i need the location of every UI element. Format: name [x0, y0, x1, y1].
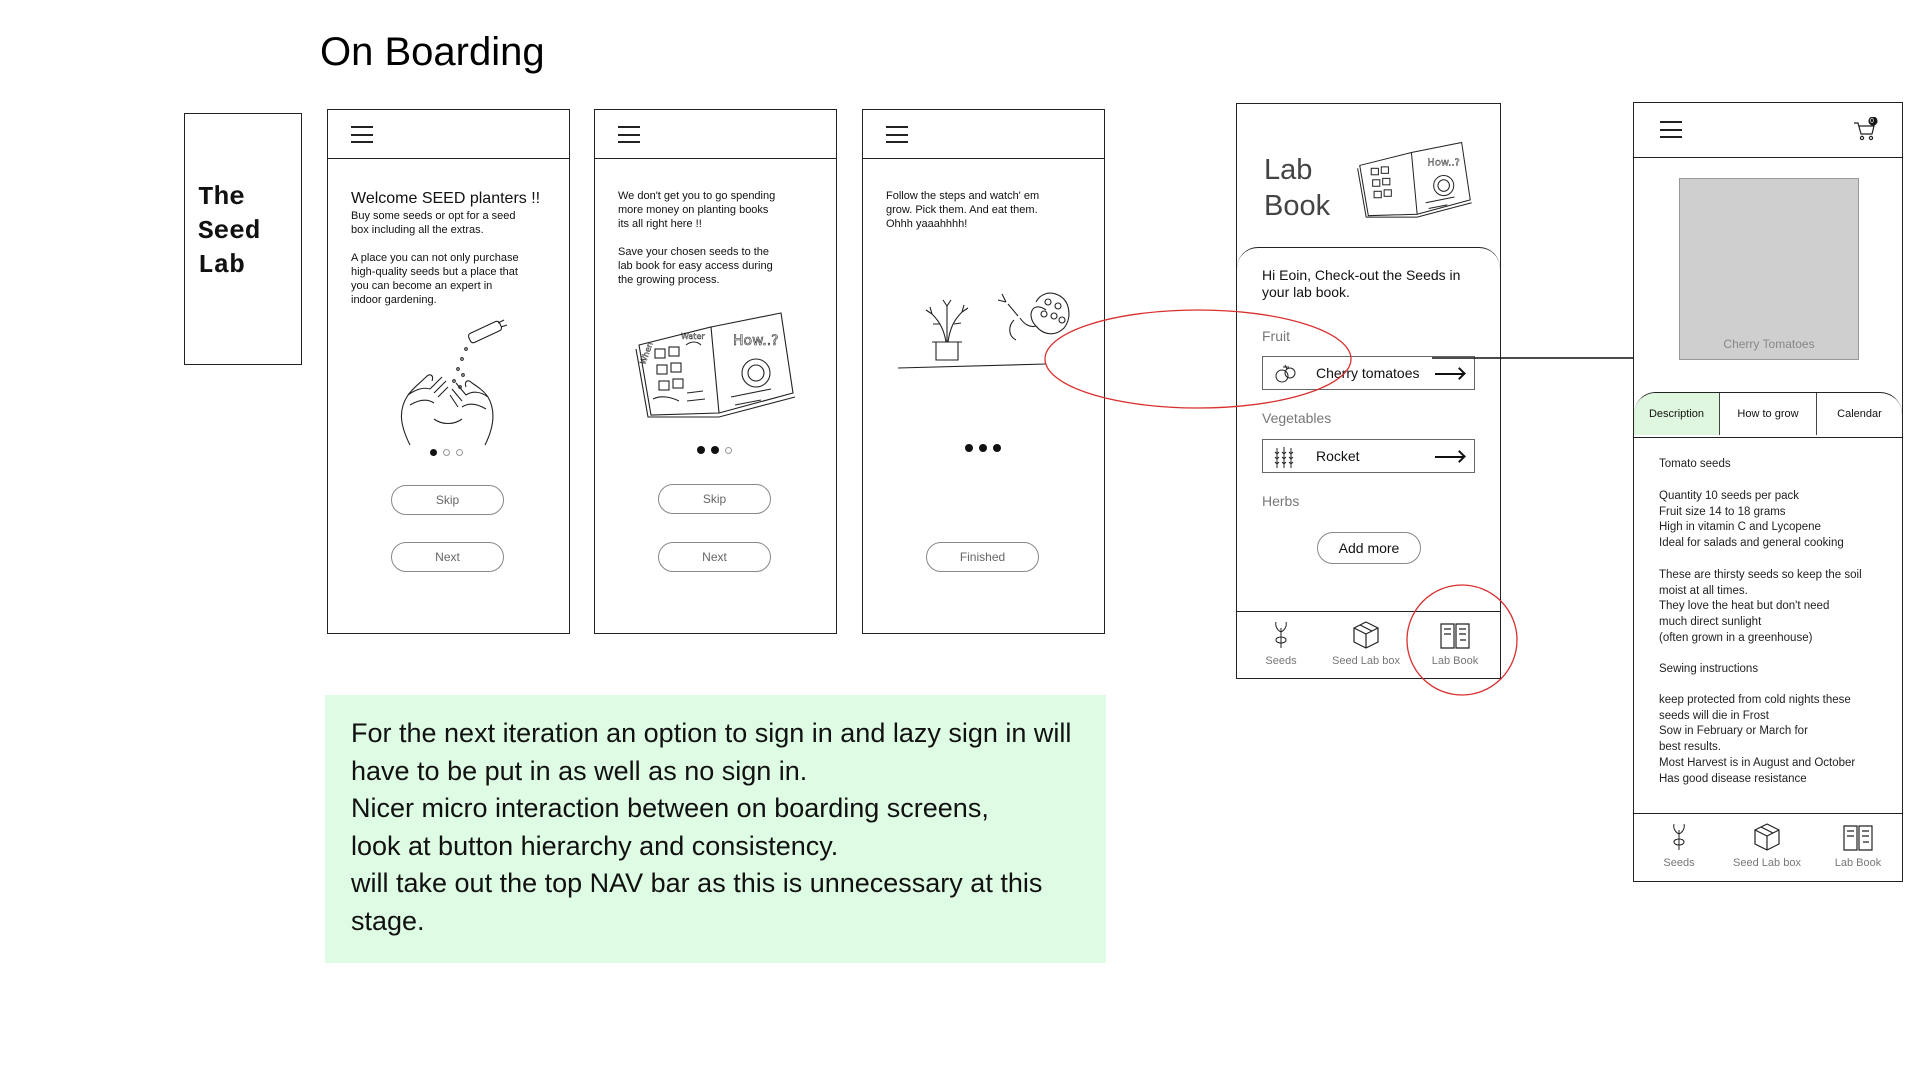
top-nav-bar: [863, 110, 1104, 159]
vegetables-category-label: Vegetables: [1262, 410, 1332, 426]
top-nav-bar: [1634, 103, 1902, 158]
hamburger-menu-icon[interactable]: [886, 126, 908, 143]
tab-calendar[interactable]: Calendar: [1837, 408, 1882, 420]
open-book-illustration-icon: [631, 305, 801, 420]
skip-button[interactable]: Skip: [658, 484, 771, 514]
book-icon: [1438, 620, 1472, 650]
svg-text:How..?: How..?: [733, 333, 779, 349]
nav-seed-lab-box[interactable]: [1727, 822, 1807, 869]
logo-line-1: The: [198, 182, 245, 212]
nav-seeds-label: Seeds: [1265, 655, 1297, 667]
shopping-cart-icon[interactable]: [1852, 117, 1878, 141]
nav-seeds-label: Seeds: [1663, 857, 1695, 869]
nav-lab-book[interactable]: [1818, 822, 1898, 869]
book-icon: [1841, 822, 1875, 852]
hamburger-menu-icon[interactable]: [618, 126, 640, 143]
pager-dots: [430, 449, 469, 456]
nav-lab-book[interactable]: [1415, 620, 1495, 667]
note-line: For the next iteration an option to sign in and lazy sign in will: [351, 718, 1072, 748]
seedling-icon: [1669, 822, 1689, 852]
pager-dots: [965, 444, 1007, 452]
care-notes: These are thirsty seeds so keep the soil moist at all times. They love the heat but don't need much direct sunlight (often grown in a greenhouse): [1659, 569, 1862, 644]
box-icon: [1350, 620, 1382, 650]
product-image-label: Cherry Tomatoes: [1723, 337, 1815, 351]
seedling-icon: [1271, 620, 1291, 650]
nav-seed-lab-box-label: Seed Lab box: [1733, 857, 1801, 869]
sewing-instructions-heading: Sewing instructions: [1659, 663, 1759, 675]
top-nav-bar: [328, 110, 569, 159]
note-line: will take out the top NAV bar as this is unnecessary at this: [351, 868, 1043, 898]
greeting-text: Hi Eoin, Check-out the Seeds in your lab book.: [1262, 267, 1461, 300]
logo-line-2: Seed: [198, 216, 261, 246]
top-nav-bar: [595, 110, 836, 159]
lab-book-intro-text: We don't get you to go spending more money on planting books its all right here !! Save your chosen seeds to the lab book for easy access during the growing process.: [618, 190, 776, 286]
product-detail-screen: [1633, 102, 1903, 882]
card-top-edge: [1237, 247, 1500, 268]
next-button[interactable]: Next: [658, 542, 771, 572]
arrow-right-icon: [1435, 456, 1463, 458]
item-label: Rocket: [1316, 448, 1360, 464]
cart-count-badge: 0: [1870, 118, 1874, 125]
lab-book-title: Lab Book: [1264, 154, 1331, 222]
note-line: Nicer micro interaction between on boarding screens,: [351, 793, 989, 823]
lab-book-illustration-icon: [1354, 132, 1476, 224]
product-facts: Quantity 10 seeds per pack Fruit size 14 to 18 grams High in vitamin C and Lycopene Ideal for salads and general cooking: [1659, 490, 1844, 550]
onboarding-screen-3: [862, 109, 1105, 634]
note-line: have to be put in as well as no sign in.: [351, 755, 808, 786]
logo-line-3: Lab: [198, 250, 245, 280]
harvest-text: Follow the steps and watch' em grow. Pick them. And eat them. Ohhh yaaahhhh!: [886, 190, 1040, 230]
product-image-placeholder: [1679, 178, 1859, 360]
welcome-title: Welcome SEED planters !!: [351, 190, 541, 207]
nav-seeds[interactable]: [1241, 620, 1321, 667]
tab-description[interactable]: Description: [1634, 393, 1720, 435]
nav-seed-lab-box-label: Seed Lab box: [1332, 655, 1400, 667]
finished-button[interactable]: Finished: [926, 542, 1039, 572]
cherry-tomatoes-item[interactable]: [1262, 356, 1475, 390]
note-line: stage.: [351, 905, 425, 936]
add-more-button[interactable]: Add more: [1317, 532, 1421, 564]
svg-text:Water: Water: [681, 332, 705, 341]
sewing-instructions-text: keep protected from cold nights these seeds will die in Frost Sow in February or March for best results. Most Harvest is in August and October Has good disease resistance: [1659, 694, 1856, 785]
hands-seeds-illustration-icon: [390, 315, 520, 450]
hamburger-menu-icon[interactable]: [1660, 121, 1682, 138]
svg-text:When: When: [638, 341, 655, 366]
note-line: look at button hierarchy and consistency.: [351, 830, 839, 861]
welcome-text: Buy some seeds or opt for a seed box including all the extras. A place you can not only purchase high-quality seeds but a place that you can become an expert in indoor gardening.: [351, 210, 519, 306]
bottom-nav-bar: [1237, 611, 1500, 679]
detail-tabs: [1634, 392, 1902, 438]
lab-book-screen: [1236, 103, 1501, 679]
onboarding-screen-2: [594, 109, 837, 634]
nav-lab-book-label: Lab Book: [1431, 655, 1479, 667]
nav-seeds[interactable]: [1639, 822, 1719, 869]
hamburger-menu-icon[interactable]: [351, 126, 373, 143]
svg-text:How..?: How..?: [1427, 157, 1460, 169]
rocket-item[interactable]: [1262, 439, 1475, 473]
rocket-leaves-icon: [1272, 444, 1300, 470]
page-title: On Boarding: [320, 30, 545, 74]
nav-seed-lab-box[interactable]: [1326, 620, 1406, 667]
skip-button[interactable]: Skip: [391, 485, 504, 515]
product-heading: Tomato seeds: [1659, 458, 1731, 470]
nav-lab-book-label: Lab Book: [1834, 857, 1882, 869]
next-button[interactable]: Next: [391, 542, 504, 572]
box-icon: [1751, 822, 1783, 852]
herbs-category-label: Herbs: [1262, 493, 1300, 509]
item-label: Cherry tomatoes: [1316, 365, 1420, 381]
tomato-icon: [1273, 361, 1299, 385]
onboarding-screen-1: [327, 109, 570, 634]
fruit-category-label: Fruit: [1262, 328, 1290, 344]
tab-how-to-grow[interactable]: How to grow: [1720, 393, 1817, 435]
iteration-notes: [325, 695, 1106, 963]
seed-lab-logo: [184, 113, 302, 365]
person-eating-plant-illustration-icon: [896, 280, 1076, 400]
arrow-right-icon: [1435, 373, 1463, 375]
pager-dots: [697, 446, 738, 454]
bottom-nav-bar: [1634, 813, 1902, 882]
